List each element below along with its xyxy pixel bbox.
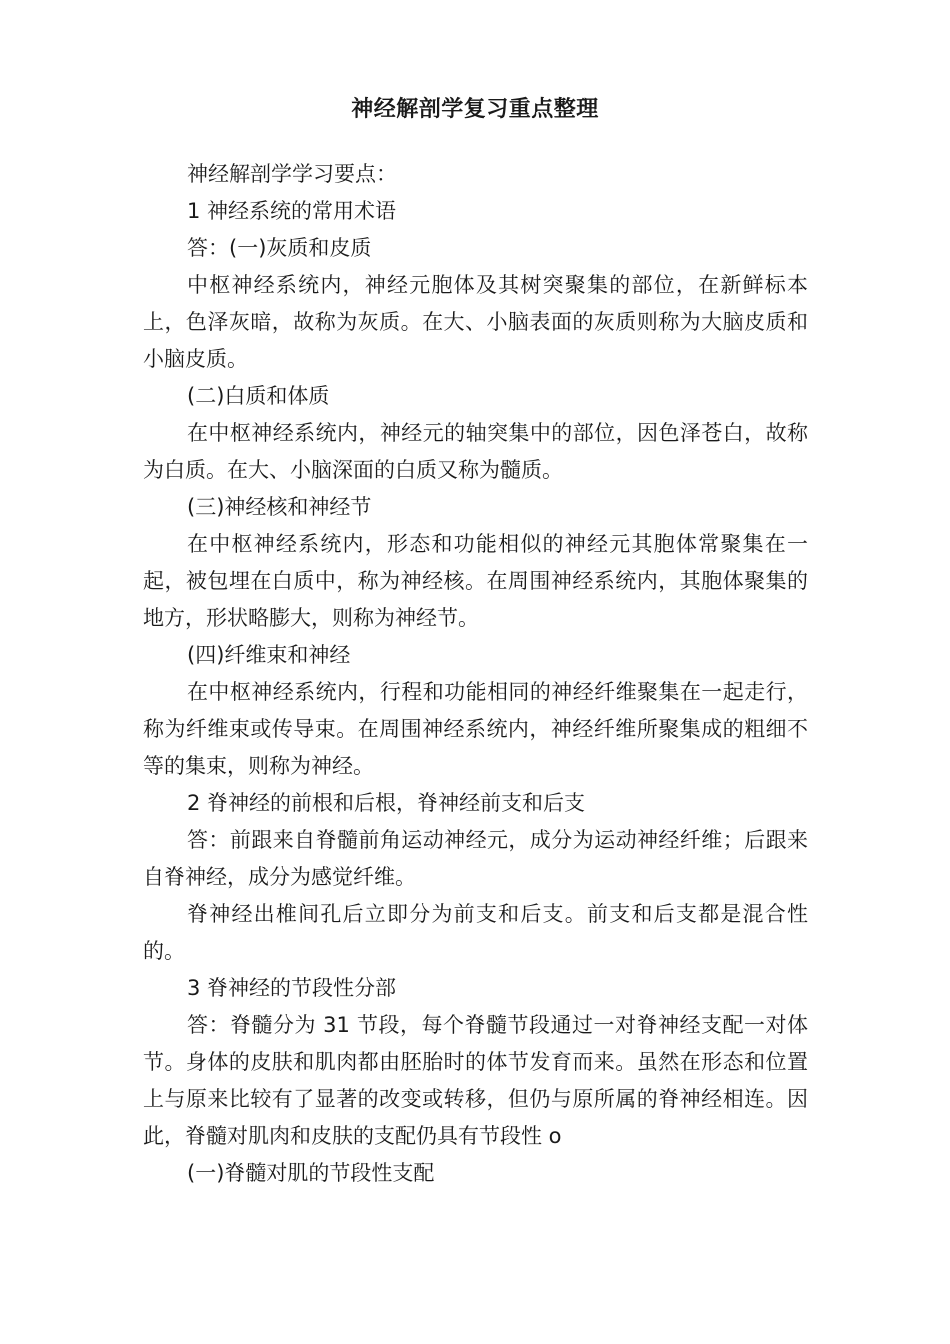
document-title: 神经解剖学复习重点整理 xyxy=(351,97,599,122)
paragraph: 在中枢神经系统内，形态和功能相似的神经元其胞体常聚集在一起，被包埋在白质中，称为神经核。在周围神经系统内，其胞体聚集的地方，形状略膨大，则称为神经节。 xyxy=(143,532,808,630)
document-body xyxy=(143,156,808,1192)
paragraph: 在中枢神经系统内，行程和功能相同的神经纤维聚集在一起走行，称为纤维束或传导束。在周围神经系统内，神经纤维所聚集成的粗细不等的集束，则称为神经。 xyxy=(143,680,808,778)
paragraph: 脊神经出椎间孔后立即分为前支和后支。前支和后支都是混合性的。 xyxy=(143,902,808,963)
paragraph: (一)脊髓对肌的节段性支配 xyxy=(187,1161,435,1185)
paragraph: 神经解剖学学习要点： xyxy=(187,162,397,186)
paragraph: (三)神经核和神经节 xyxy=(187,495,372,519)
paragraph: 2 脊神经的前根和后根，脊神经前支和后支 xyxy=(187,791,586,815)
paragraph: 1 神经系统的常用术语 xyxy=(187,199,397,223)
paragraph: 在中枢神经系统内，神经元的轴突集中的部位，因色泽苍白，故称为白质。在大、小脑深面的白质又称为髓质。 xyxy=(143,421,808,482)
paragraph: 3 脊神经的节段性分部 xyxy=(187,976,397,1000)
paragraph: 答：(一)灰质和皮质 xyxy=(187,236,372,260)
paragraph: (二)白质和体质 xyxy=(187,384,330,408)
paragraph: 答：脊髓分为 31 节段，每个脊髓节段通过一对脊神经支配一对体节。身体的皮肤和肌肉都由胚胎时的体节发育而来。虽然在形态和位置上与原来比较有了显著的改变或转移，但仍与原所属的脊神经相连。因此，脊髓对肌肉和皮肤的支配仍具有节段性 o xyxy=(143,1013,808,1148)
paragraph: 答：前跟来自脊髓前角运动神经元，成分为运动神经纤维；后跟来自脊神经，成分为感觉纤维。 xyxy=(143,828,808,889)
paragraph: (四)纤维束和神经 xyxy=(187,643,351,667)
paragraph: 中枢神经系统内，神经元胞体及其树突聚集的部位，在新鲜标本上，色泽灰暗，故称为灰质。在大、小脑表面的灰质则称为大脑皮质和小脑皮质。 xyxy=(143,273,808,371)
